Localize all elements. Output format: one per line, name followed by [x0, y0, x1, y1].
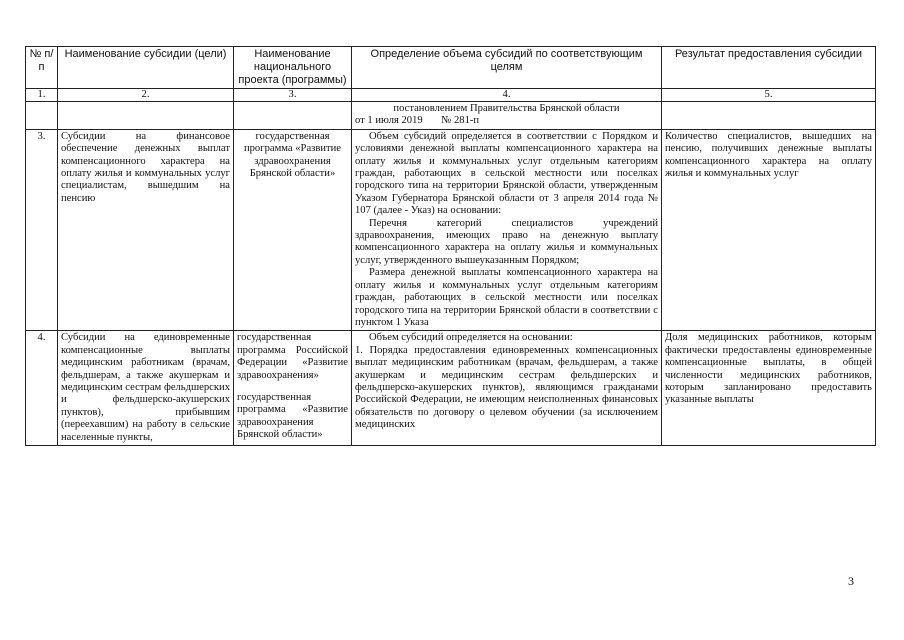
subsidy-table: [25, 46, 876, 446]
table-row: [26, 129, 876, 331]
column-number: 4.: [352, 89, 662, 102]
volume-definition-cell: [352, 331, 662, 446]
column-number: 2.: [58, 89, 234, 102]
definition-paragraph: Перечня категорий специалистов учреждений здравоохранения, имеющих право на денежную выплату компенсационного характера на оплату жилья и коммунальных услуг, утвержденного вышеуказанным Порядком;: [355, 217, 658, 266]
header-result: Результат предоставления субсидии: [662, 47, 876, 89]
column-number: 1.: [26, 89, 58, 102]
table-row: [26, 331, 876, 446]
program-name-cell: государственная программа «Развитие здравоохранения Брянской области»: [234, 129, 352, 331]
column-number: 5.: [662, 89, 876, 102]
column-number: 3.: [234, 89, 352, 102]
decree-date-line: от 1 июля 2019 № 281-п: [355, 115, 480, 127]
column-numbers-row: [26, 89, 876, 102]
header-subsidy-name: Наименование субсидии (цели): [58, 47, 234, 89]
definition-paragraph: 1. Порядка предоставления единовременных компенсационных выплат медицинским работникам (врачам, фельдшерам, а также акушеркам и медицинским сестрам фельдшерских и фельдшерско-акушерских пунктов), являющимся гражданами Российской Федерации, не имеющим неисполненных финансовых обязательств по договору о целевом обучении (за исключением медицинских: [355, 344, 658, 431]
definition-paragraph: Размера денежной выплаты компенсационного характера на оплату жилья и коммунальных услуг отдельным категориям граждан, работающих в сельской местности или поселках городского типа на территории Брянской области в соответствии с пунктом 1 Указа: [355, 267, 658, 328]
page-number: 3: [848, 574, 854, 588]
header-program-name: Наименование национального проекта (программы): [234, 47, 352, 89]
definition-paragraph: Объем субсидий определяется в соответствии с Порядком и условиями денежной выплаты компенсационного характера на оплату жилья и коммунальных услуг отдельным категориям граждан, работающих в сельской местности или поселках городского типа на территории Брянской области, утвержденным Указом Губернатора Брянской области от 3 апреля 2014 года № 107 (далее - Указ) на основании:: [355, 130, 658, 217]
volume-definition-cell: [352, 129, 662, 331]
result-cell: Количество специалистов, вышедших на пенсию, получивших денежные выплаты компенсационного характера на оплату жилья и коммунальных услуг: [662, 129, 876, 331]
subsidy-name-cell: Субсидии на финансовое обеспечение денежных выплат компенсационного характера на оплату жилья и коммунальных услуг специалистам, вышедшим на пенсию: [58, 129, 234, 331]
definition-paragraph: Объем субсидий определяется на основании:: [369, 332, 573, 344]
subsidy-name-cell: Субсидии на единовременные компенсационные выплаты медицинским работникам (врачам, фельдшерам, а также акушеркам и медицинским сестрам фельдшерских и фельдшерско-акушерских пунктов), прибывшим (переехавшим) на работу в сельские населенные пункты,: [58, 331, 234, 446]
continuation-cell: [352, 102, 662, 130]
result-cell: Доля медицинских работников, которым фактически предоставлены единовременные компенсационные выплаты, в общей численности медицинских работников, которым запланировано предоставить указанные выплаты: [662, 331, 876, 446]
table-header-row: [26, 47, 876, 89]
program-name-cell: [234, 331, 352, 446]
header-volume-definition: Определение объема субсидий по соответствующим целям: [352, 47, 662, 89]
decree-line: постановлением Правительства Брянской области: [393, 103, 620, 114]
table-row-continuation: [26, 102, 876, 130]
row-number: 3.: [26, 129, 58, 331]
row-number: 4.: [26, 331, 58, 446]
program-paragraph: государственная программа «Развитие здравоохранения Брянской области»: [237, 391, 348, 441]
program-paragraph: государственная программа Российской Федерации «Развитие здравоохранения»: [237, 332, 348, 381]
header-number: № п/п: [26, 47, 58, 89]
